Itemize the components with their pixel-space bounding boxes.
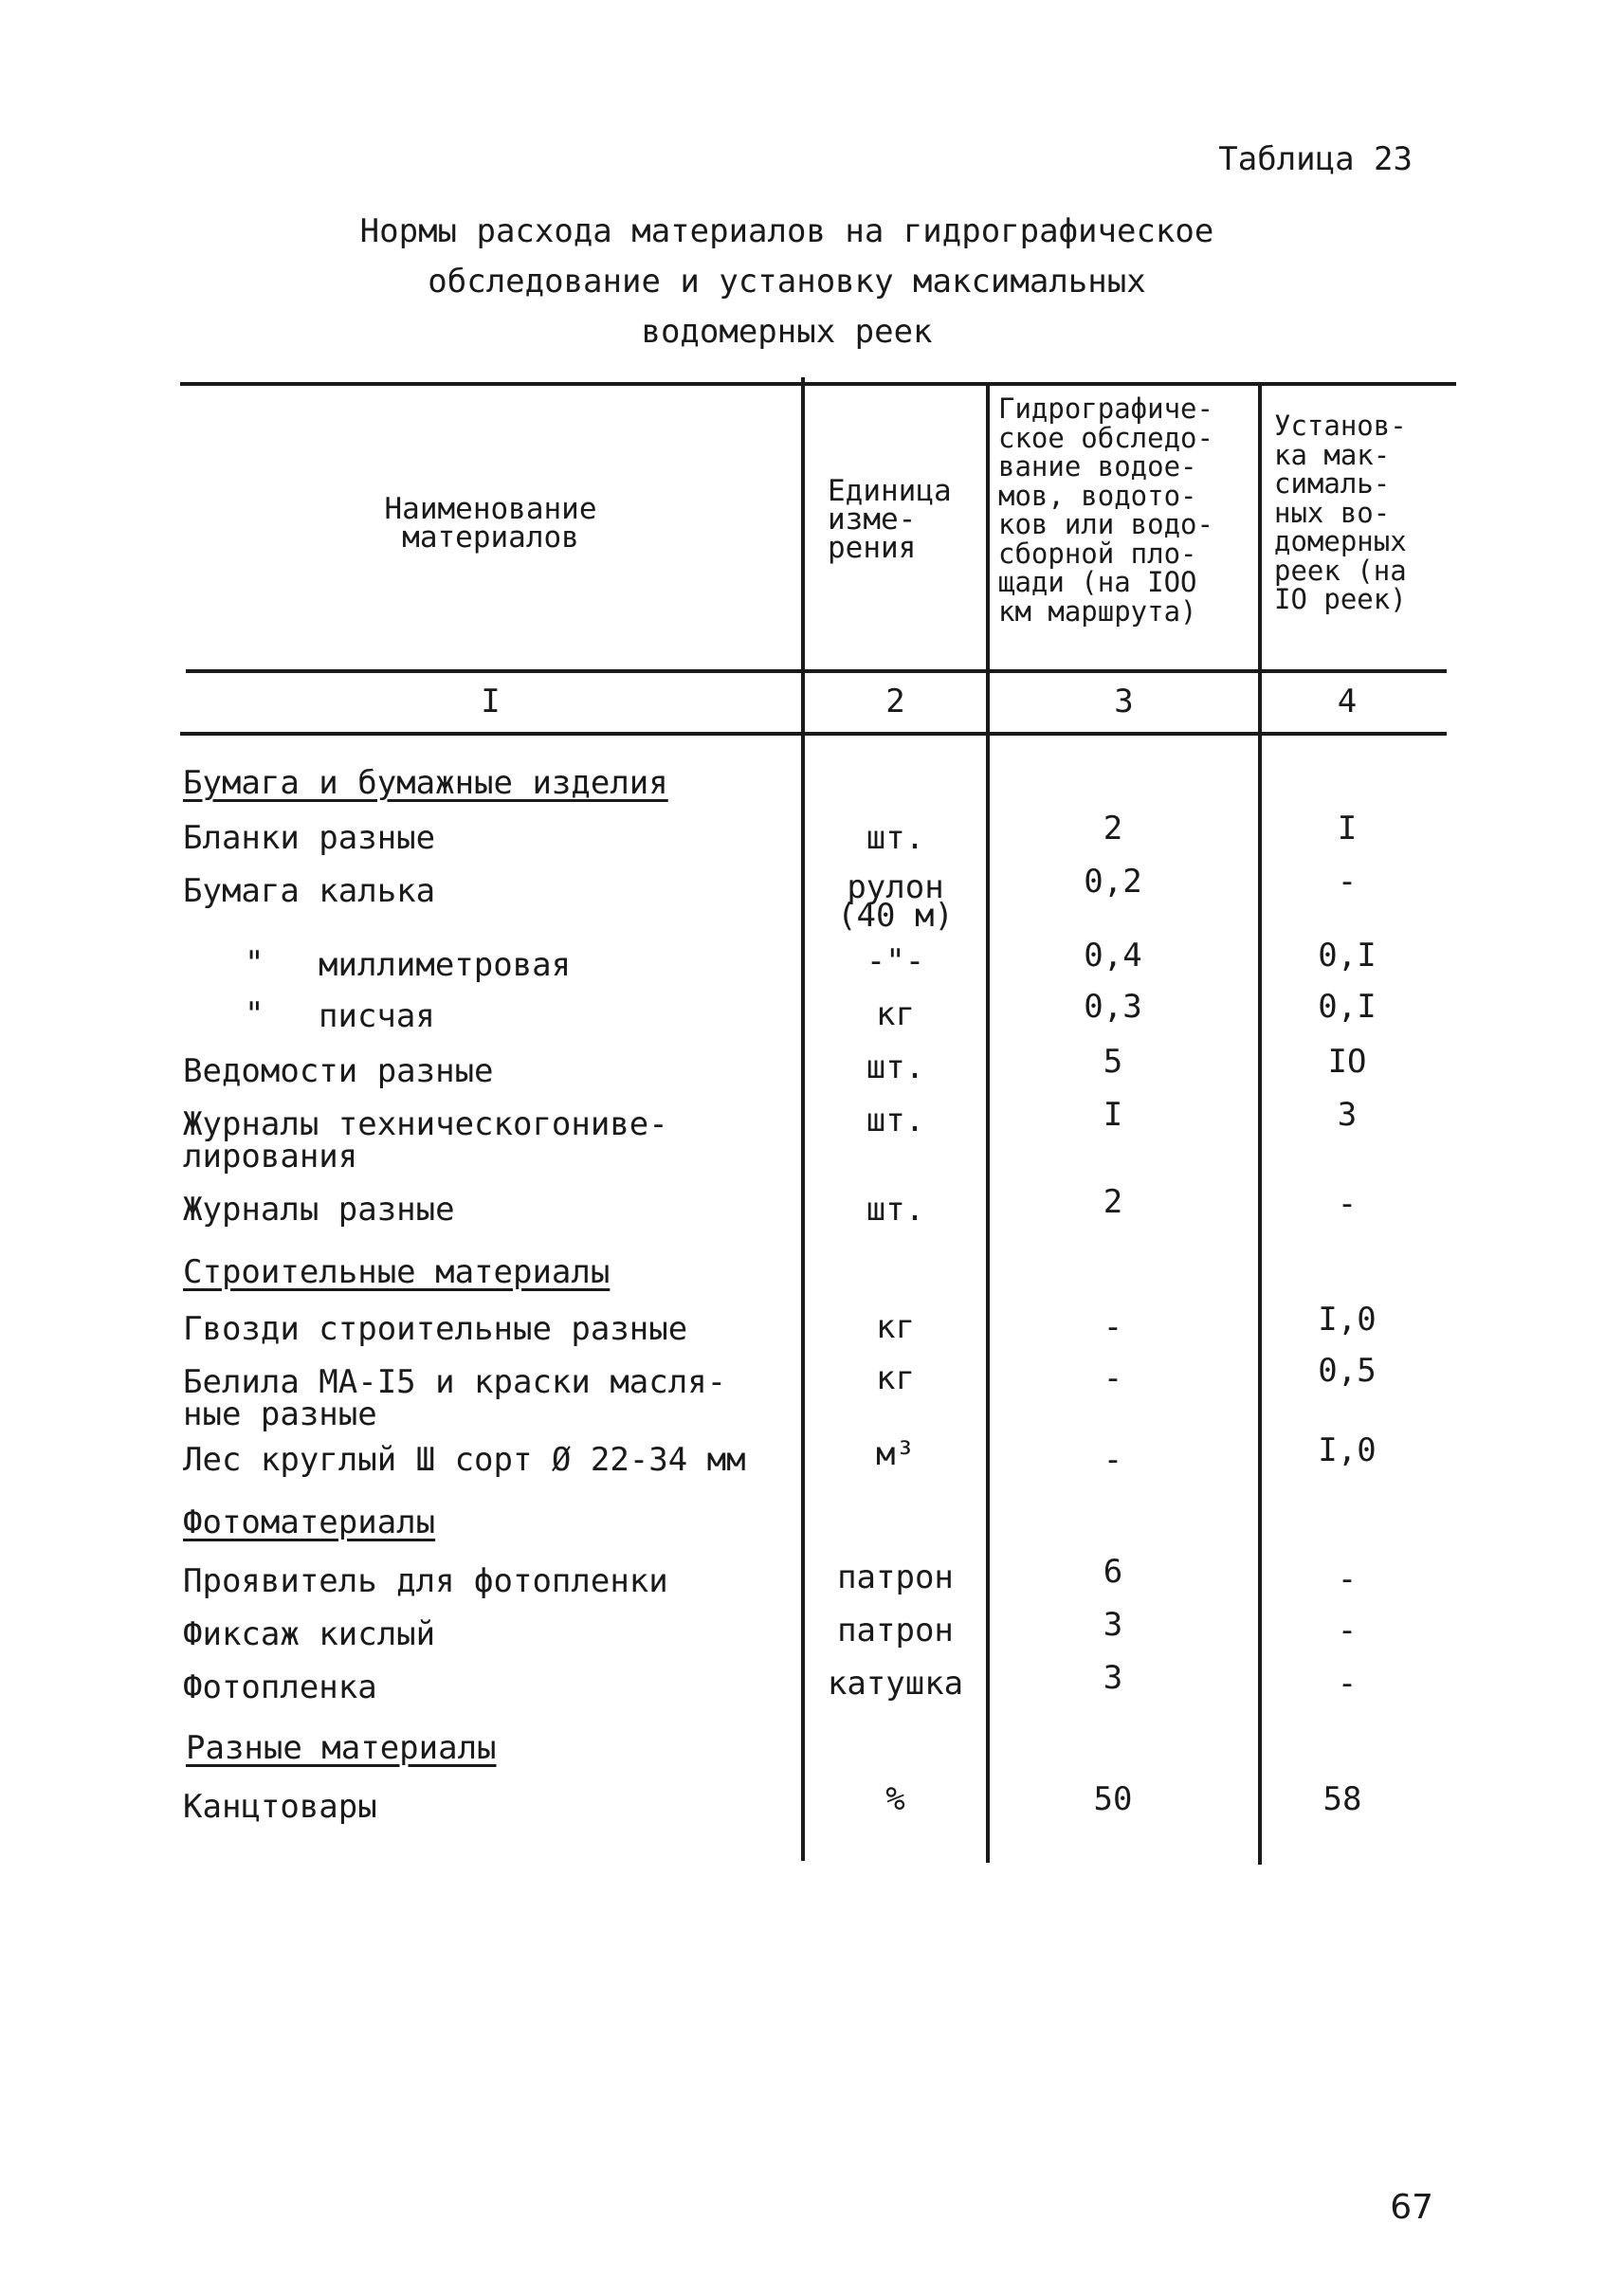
- table-top-rule: [180, 382, 1456, 386]
- value-hydrographic: 3: [1103, 1659, 1123, 1697]
- value-gauge: -: [1337, 1612, 1358, 1649]
- value-gauge: 0,5: [1318, 1352, 1377, 1390]
- unit-value: шт.: [866, 1102, 925, 1139]
- material-name: Лес круглый Ш сорт Ø 22-34 мм: [183, 1441, 746, 1479]
- value-hydrographic: 0,2: [1084, 863, 1142, 901]
- value-hydrographic: 50: [1093, 1780, 1133, 1818]
- material-name: Бланки разные: [183, 819, 436, 857]
- column-number-3: 3: [1114, 683, 1134, 720]
- page-number: 67: [1390, 2188, 1433, 2227]
- value-gauge: 0,I: [1318, 937, 1377, 975]
- value-gauge: I: [1337, 810, 1358, 847]
- unit-value: м³: [876, 1435, 915, 1473]
- section-construction: Строительные материалы: [183, 1253, 611, 1291]
- unit-value: патрон: [837, 1612, 954, 1649]
- unit-value: катушка: [827, 1665, 964, 1703]
- value-gauge: 0,I: [1318, 988, 1377, 1026]
- column-number-1: I: [481, 683, 501, 720]
- value-gauge: 58: [1322, 1780, 1362, 1818]
- unit-value: патрон: [837, 1558, 954, 1596]
- material-name: Гвозди строительные разные: [183, 1310, 688, 1348]
- table-title: [275, 207, 1299, 357]
- value-hydrographic: I: [1103, 1096, 1123, 1134]
- material-name: Проявитель для фотопленки: [183, 1562, 668, 1600]
- value-hydrographic: 3: [1103, 1606, 1123, 1644]
- value-gauge: I,0: [1318, 1301, 1377, 1339]
- ditto-mark: ": [245, 995, 264, 1033]
- unit-value: кг: [876, 1359, 915, 1397]
- material-name: Бумага калька: [183, 872, 436, 910]
- value-hydrographic: -: [1103, 1308, 1123, 1346]
- material-name-line2: лирования: [183, 1138, 358, 1175]
- value-gauge: -: [1337, 1560, 1358, 1598]
- unit-value: %: [885, 1780, 905, 1818]
- unit-value: кг: [876, 995, 915, 1033]
- unit-value-line2: (40 м): [837, 897, 954, 935]
- material-name: Белила МА-I5 и краски масля-: [183, 1363, 727, 1401]
- material-name: Канцтовары: [183, 1788, 377, 1826]
- header-hydrographic: Гидрографиче- ское обследо- вание водое- мов, водото- ков или водо- сборной пло- щади (на IOO км маршрута): [998, 392, 1213, 628]
- header-gauge-install: Установ- ка мак- сималь- ных во- домерных реек (на IO реек): [1274, 410, 1407, 615]
- title-line: Нормы расхода материалов на гидрографическое: [359, 212, 1214, 250]
- unit-value: шт.: [866, 1191, 925, 1229]
- value-hydrographic: 0,3: [1084, 988, 1142, 1026]
- value-hydrographic: 6: [1103, 1553, 1123, 1591]
- title-line: водомерных реек: [641, 313, 933, 351]
- value-hydrographic: 2: [1103, 810, 1123, 847]
- value-gauge: -: [1337, 863, 1358, 901]
- value-gauge: -: [1337, 1665, 1358, 1703]
- material-name: писчая: [319, 997, 435, 1035]
- value-hydrographic: -: [1103, 1441, 1123, 1479]
- section-paper: Бумага и бумажные изделия: [183, 764, 668, 802]
- ditto-mark: ": [245, 944, 264, 982]
- value-gauge: -: [1337, 1185, 1358, 1223]
- unit-value: кг: [876, 1308, 915, 1346]
- section-misc: Разные материалы: [186, 1729, 497, 1767]
- column-number-2: 2: [885, 683, 905, 720]
- value-gauge: I,0: [1318, 1431, 1377, 1469]
- material-name: Журналы техническогониве-: [183, 1105, 668, 1143]
- unit-value: -"-: [866, 942, 925, 980]
- value-hydrographic: -: [1103, 1359, 1123, 1397]
- material-name: Фиксаж кислый: [183, 1615, 436, 1653]
- value-gauge: IO: [1327, 1043, 1367, 1081]
- column-number-rule: [180, 732, 1447, 736]
- unit-value: рулон: [847, 868, 944, 906]
- material-name: Ведомости разные: [183, 1052, 494, 1090]
- table-label: Таблица 23: [1218, 140, 1413, 178]
- value-gauge: 3: [1337, 1096, 1358, 1134]
- material-name: Журналы разные: [183, 1191, 455, 1229]
- material-name: Фотопленка: [183, 1668, 377, 1706]
- column-number-4: 4: [1337, 683, 1358, 720]
- material-name: миллиметровая: [319, 946, 572, 984]
- header-unit: Единица изме- рения: [828, 474, 952, 565]
- unit-value: шт.: [866, 819, 925, 857]
- section-photo: Фотоматериалы: [183, 1503, 436, 1541]
- value-hydrographic: 0,4: [1084, 937, 1142, 975]
- unit-value: шт.: [866, 1048, 925, 1086]
- value-hydrographic: 5: [1103, 1043, 1123, 1081]
- material-name-line2: ные разные: [183, 1395, 377, 1433]
- title-line: обследование и установку максимальных: [428, 263, 1146, 301]
- header-materials: Наименование материалов: [384, 492, 597, 555]
- value-hydrographic: 2: [1103, 1183, 1123, 1221]
